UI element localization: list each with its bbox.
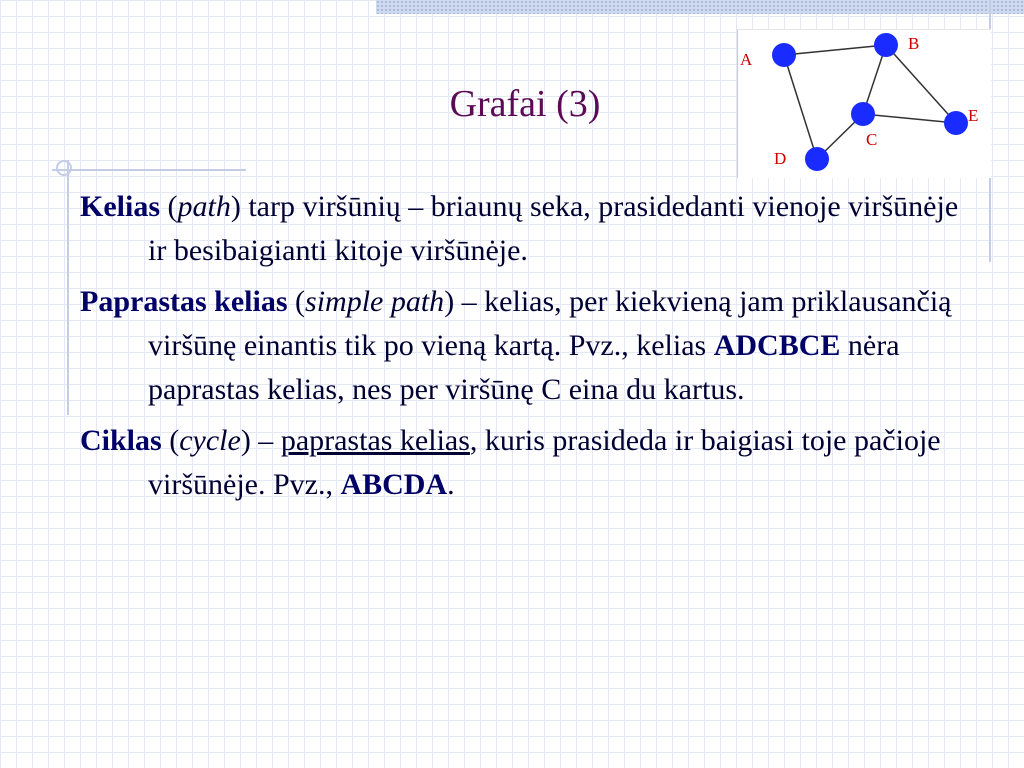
graph-figure <box>737 29 991 178</box>
example-cycle: ABCDA <box>340 468 448 501</box>
text-fragment: . <box>447 468 455 501</box>
slide-title: Grafai (3) <box>449 83 601 125</box>
example-path: ADCBCE <box>713 329 841 362</box>
path-definition: ) tarp viršūnių – briaunų seka, prasidedanti vienoje viršūnėje ir besibaigianti kitoje viršūnėje. <box>148 190 959 267</box>
simple-path-definition: ) – kelias, per kiekvieną jam priklausančią viršūnę einantis tik po vieną kartą. Pvz., kelias <box>148 285 952 362</box>
left-decorative-rule <box>67 160 69 415</box>
slide-content <box>80 185 980 514</box>
edge-c-e <box>863 114 956 123</box>
term-cycle-english: cycle <box>179 424 241 457</box>
term-cycle: Ciklas <box>80 424 162 457</box>
vertex-e <box>944 111 968 135</box>
paragraph-path <box>80 185 980 273</box>
horizontal-decorative-rule <box>52 169 246 171</box>
text-fragment: ) – <box>240 424 281 457</box>
term-simple-path: Paprastas kelias <box>80 285 288 318</box>
edge-b-e <box>886 45 956 123</box>
vertex-label-b: B <box>908 34 920 53</box>
top-decorative-band <box>376 0 1024 14</box>
vertex-label-a: A <box>740 50 753 69</box>
text-fragment: ( <box>160 190 178 223</box>
vertex-label-e: E <box>968 106 979 125</box>
text-fragment: ( <box>161 424 180 457</box>
vertex-d <box>805 147 829 171</box>
term-path-english: path <box>177 190 231 223</box>
term-path: Kelias <box>80 190 160 223</box>
vertex-label-c: C <box>866 130 878 149</box>
graph-diagram <box>738 30 991 178</box>
cycle-definition: , kuris prasideda ir baigiasi toje pačioje viršūnėje. Pvz., <box>148 424 941 501</box>
term-simple-path-english: simple path <box>305 285 445 318</box>
vertex-c <box>851 102 875 126</box>
simple-path-explanation: nėra paprastas kelias, nes per viršūnę C eina du kartus. <box>148 329 900 406</box>
vertex-a <box>772 43 796 67</box>
paragraph-cycle <box>80 419 980 507</box>
simple-path-link[interactable]: paprastas kelias <box>280 424 470 457</box>
text-fragment: ( <box>287 285 306 318</box>
vertex-label-d: D <box>774 149 787 168</box>
edge-a-d <box>784 55 817 159</box>
edge-a-b <box>784 45 886 55</box>
vertex-b <box>874 33 898 57</box>
decorative-circle-mark <box>56 160 72 176</box>
paragraph-simple-path <box>80 280 980 412</box>
